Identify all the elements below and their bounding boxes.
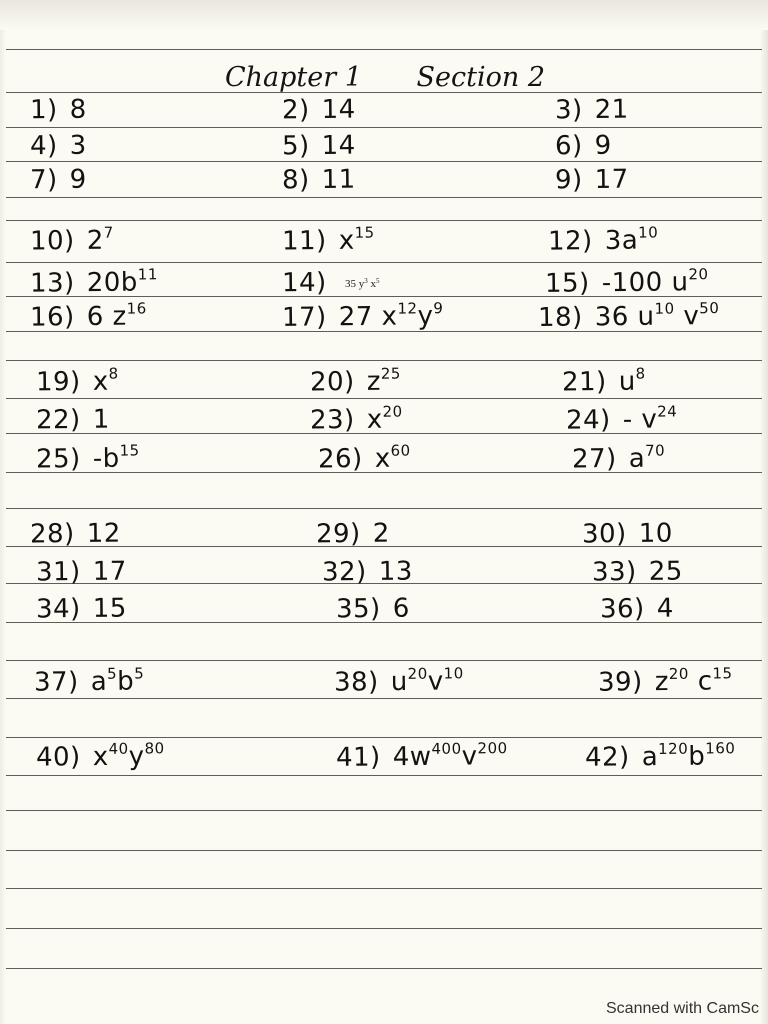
answer-num-label: 22) xyxy=(35,404,81,436)
answer-value: 9 xyxy=(69,164,87,195)
answer-exponent: 20 xyxy=(407,664,428,683)
answer-num-label: 31) xyxy=(35,557,81,588)
answer-num-label: 19) xyxy=(35,366,81,398)
answer-14-typed-overlay: 35 $y^3$ $x^5$ xyxy=(345,277,380,290)
answer-value: 9 xyxy=(594,130,612,161)
answer-num-label: 12) xyxy=(547,226,593,257)
answer-exponent: 11 xyxy=(137,265,158,284)
answer-25 xyxy=(35,441,140,475)
answer-exponent: 24 xyxy=(657,402,678,421)
answer-29 xyxy=(315,518,390,550)
answer-36 xyxy=(599,593,674,625)
ruled-line xyxy=(6,262,762,263)
ruled-line xyxy=(6,398,762,399)
answer-num-label: 42) xyxy=(584,742,630,773)
answer-2 xyxy=(281,94,356,126)
answer-num-label: 40) xyxy=(35,742,81,773)
answer-7 xyxy=(29,164,87,196)
answer-exponent-2: 10 xyxy=(443,664,464,683)
answer-22 xyxy=(35,404,110,436)
answer-32 xyxy=(321,556,413,588)
answer-num-label: 36) xyxy=(599,593,645,625)
answer-exponent: 20 xyxy=(382,402,403,421)
answer-41 xyxy=(335,739,508,773)
answer-27 xyxy=(571,441,666,475)
page-title xyxy=(225,62,565,93)
answer-exponent-2: 15 xyxy=(712,664,733,683)
answer-exponent: 40 xyxy=(108,739,129,758)
ruled-line xyxy=(6,810,762,811)
answer-num-label: 17) xyxy=(281,302,327,333)
answer-value: 14 xyxy=(321,130,356,161)
answer-num-label: 5) xyxy=(281,131,310,162)
answer-value: 3 xyxy=(69,130,87,161)
answer-exponent: 400 xyxy=(431,739,462,758)
answer-value: 4 xyxy=(656,593,674,624)
answer-value: 13 xyxy=(378,556,413,587)
answer-value: a xyxy=(628,443,646,474)
answer-num-label: 24) xyxy=(565,405,611,436)
answer-exponent: 20 xyxy=(668,664,689,683)
answer-exponent: 15 xyxy=(354,223,375,242)
answer-num-label: 6) xyxy=(554,131,583,162)
ruled-line xyxy=(6,850,762,851)
answer-34 xyxy=(35,593,127,625)
answer-exponent: 120 xyxy=(657,739,689,759)
answer-exponent: 8 xyxy=(108,364,119,383)
answer-num-label: 15) xyxy=(544,268,590,299)
answer-exponent: 7 xyxy=(103,223,114,242)
ruled-line xyxy=(6,698,762,699)
answer-value: a xyxy=(90,666,108,697)
answer-1 xyxy=(29,94,87,126)
answer-num-label: 34) xyxy=(35,594,81,625)
answer-value: 14 xyxy=(321,94,356,125)
answer-num-label: 2) xyxy=(281,95,310,126)
answer-value: x xyxy=(366,404,383,435)
answer-value: 3a xyxy=(604,225,639,256)
answer-38 xyxy=(333,664,464,698)
answer-exponent-2: 9 xyxy=(433,299,444,318)
answer-30 xyxy=(581,518,673,550)
answer-4 xyxy=(29,130,87,162)
ruled-line xyxy=(6,775,762,776)
answer-num-label: 10) xyxy=(29,225,75,257)
answer-num-label: 18) xyxy=(537,302,583,333)
answer-31 xyxy=(35,556,127,588)
answer-value: 17 xyxy=(594,164,629,195)
answer-12 xyxy=(547,223,659,257)
answer-exponent: 10 xyxy=(654,299,675,318)
answer-value: 21 xyxy=(594,94,629,125)
answer-17 xyxy=(281,299,444,333)
answer-5 xyxy=(281,130,356,162)
ruled-line xyxy=(6,49,762,50)
answer-value-2: v xyxy=(427,666,444,697)
answer-num-label: 4) xyxy=(29,131,58,162)
answer-value: 6 z xyxy=(86,301,127,333)
answer-value: 36 u xyxy=(594,301,655,333)
chapter-heading: Chapter 1 xyxy=(225,62,362,93)
answer-exponent: 20 xyxy=(688,265,709,284)
answer-19 xyxy=(35,364,119,398)
answer-21 xyxy=(561,364,646,398)
ruled-line xyxy=(6,737,762,738)
answer-value: -100 u xyxy=(601,267,689,299)
answer-num-label: 29) xyxy=(315,518,361,550)
answer-num-label: 14) xyxy=(281,267,327,299)
answer-value: u xyxy=(390,666,408,698)
answer-value: 4w xyxy=(392,741,432,773)
answer-37 xyxy=(33,664,145,698)
answer-value: 10 xyxy=(638,518,673,549)
answer-value: 6 xyxy=(392,593,410,624)
answer-value: 8 xyxy=(69,94,87,125)
answer-value: 25 xyxy=(648,556,683,587)
ruled-line xyxy=(6,197,762,198)
answer-11 xyxy=(281,223,375,257)
answer-value-2: b xyxy=(117,666,135,697)
answer-value-2: y xyxy=(417,301,434,332)
answer-16 xyxy=(29,299,147,333)
answer-num-label: 23) xyxy=(309,405,355,436)
answer-value: x xyxy=(92,741,109,773)
answer-3 xyxy=(554,94,629,126)
answer-value-2: v xyxy=(674,301,700,332)
ruled-line xyxy=(6,888,762,889)
answer-num-label: 32) xyxy=(321,557,367,588)
ruled-line xyxy=(6,360,762,361)
answer-exponent: 16 xyxy=(126,299,147,318)
answer-value: 15 xyxy=(92,593,127,624)
answer-15 xyxy=(544,265,709,299)
ruled-line xyxy=(6,220,762,221)
answer-exponent: 5 xyxy=(106,664,118,683)
answer-num-label: 20) xyxy=(309,367,355,398)
answer-exponent-2: 50 xyxy=(699,299,720,318)
answer-exponent: 15 xyxy=(119,441,140,460)
answer-num-label: 1) xyxy=(29,95,58,126)
answer-33 xyxy=(591,556,683,588)
answer-num-label: 27) xyxy=(571,444,617,475)
answer-value: x xyxy=(338,225,355,256)
answer-value: 17 xyxy=(92,556,127,587)
answer-6 xyxy=(554,130,612,162)
answer-24 xyxy=(565,402,678,436)
answer-value: 20b xyxy=(86,267,138,299)
answer-10 xyxy=(29,223,114,257)
page-top-shadow xyxy=(0,0,768,30)
ruled-line xyxy=(6,660,762,661)
answer-value: x xyxy=(374,443,391,474)
answer-num-label: 21) xyxy=(561,366,607,398)
answer-42 xyxy=(584,739,736,773)
answer-num-label: 8) xyxy=(281,165,310,196)
answer-value: z xyxy=(366,366,382,397)
answer-num-label: 38) xyxy=(333,667,379,698)
answer-exponent: 12 xyxy=(397,299,418,318)
scanner-watermark: Scanned with CamSc xyxy=(606,1000,759,1017)
answer-39 xyxy=(597,664,733,698)
answer-35 xyxy=(335,593,410,625)
answer-value: a xyxy=(641,742,659,773)
answer-value-2: c xyxy=(688,666,713,697)
answer-value: x xyxy=(92,366,109,397)
answer-value: 2 xyxy=(372,518,390,549)
section-heading: Section 2 xyxy=(416,62,546,93)
answer-num-label: 26) xyxy=(317,444,363,475)
answer-28 xyxy=(29,518,121,550)
answer-value: u xyxy=(618,366,636,397)
answer-num-label: 25) xyxy=(35,444,81,475)
ruled-line xyxy=(6,127,762,128)
answer-exponent-2: 5 xyxy=(134,664,145,683)
answer-40 xyxy=(35,739,165,773)
answer-num-label: 37) xyxy=(33,667,79,698)
answer-value: z xyxy=(654,666,670,698)
answer-value: 12 xyxy=(86,518,121,549)
answer-num-label: 13) xyxy=(29,268,75,299)
answer-num-label: 7) xyxy=(29,165,58,196)
answer-exponent: 10 xyxy=(638,223,659,242)
answer-exponent-2: 200 xyxy=(477,739,508,758)
answer-value: 11 xyxy=(321,164,356,195)
answer-26 xyxy=(317,441,411,475)
answer-num-label: 41) xyxy=(335,742,381,773)
answer-num-label: 9) xyxy=(554,165,583,196)
answer-8 xyxy=(281,164,356,196)
answer-value-2: y xyxy=(128,741,145,772)
answer-exponent: 25 xyxy=(380,364,401,383)
answer-value: 1 xyxy=(92,404,110,435)
answer-value: -b xyxy=(92,443,120,474)
answer-num-label: 28) xyxy=(29,519,75,550)
answer-num-label: 35) xyxy=(335,593,381,625)
answer-18 xyxy=(537,299,720,333)
answer-value: 27 x xyxy=(338,301,398,333)
answer-9 xyxy=(554,164,629,196)
answer-value-2: v xyxy=(461,741,478,772)
ruled-line xyxy=(6,968,762,969)
answer-13 xyxy=(29,265,158,299)
answer-num-label: 30) xyxy=(581,519,627,550)
answer-20 xyxy=(309,364,401,398)
answer-num-label: 3) xyxy=(554,95,583,126)
ruled-line xyxy=(6,928,762,929)
ruled-line xyxy=(6,508,762,509)
answer-value: 2 xyxy=(86,225,104,256)
answer-value: - v xyxy=(622,404,658,435)
answer-num-label: 33) xyxy=(591,557,637,588)
answer-14 xyxy=(281,267,339,299)
answer-exponent-2: 80 xyxy=(144,739,165,758)
answer-exponent: 70 xyxy=(644,441,666,460)
answer-exponent: 8 xyxy=(635,364,646,383)
answer-23 xyxy=(309,402,403,436)
answer-exponent: 60 xyxy=(390,441,411,460)
answer-exponent-2: 160 xyxy=(705,739,736,758)
answer-num-label: 11) xyxy=(281,226,327,257)
answer-num-label: 16) xyxy=(29,302,75,333)
answer-num-label: 39) xyxy=(597,667,643,698)
ruled-line xyxy=(6,161,762,162)
answer-value-2: b xyxy=(688,741,706,772)
